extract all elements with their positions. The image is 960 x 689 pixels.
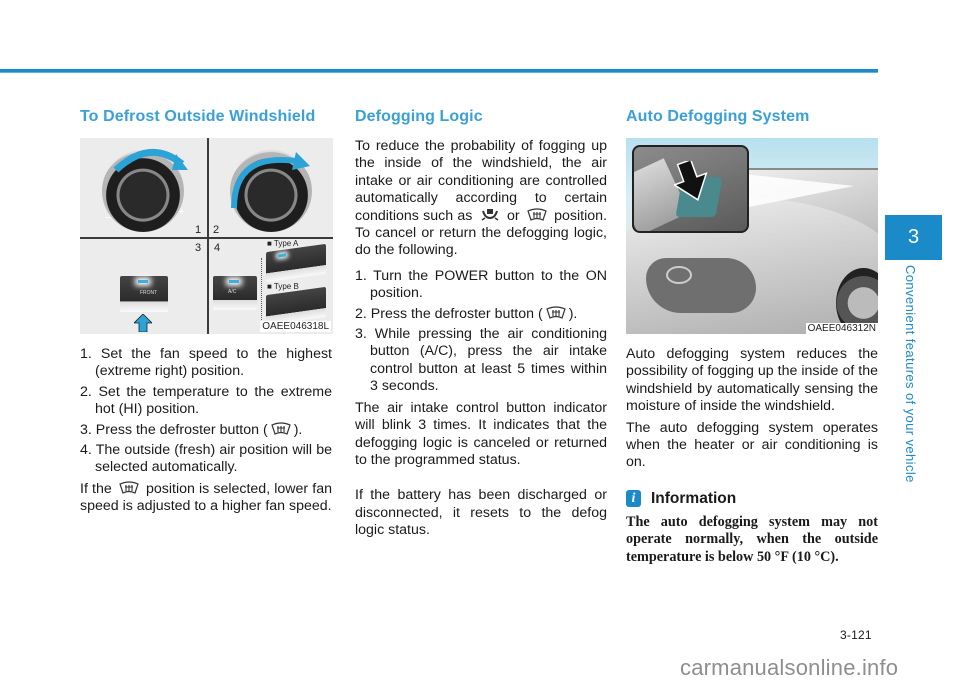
section-defrost-outside: [80, 108, 332, 516]
list-item: 1. Turn the POWER button to the ON position.: [355, 267, 607, 302]
front-defrost-icon: [545, 306, 567, 320]
section-heading: Defogging Logic: [355, 108, 483, 125]
list-item: 3. While pressing the air conditioning button (A/C), press the air intake control button at least 5 times within 3 seconds.: [355, 326, 607, 395]
defrost-steps: [80, 346, 332, 477]
info-icon: i: [626, 490, 641, 507]
section-auto-defogging: [626, 108, 878, 567]
section-heading: Auto Defogging System: [626, 108, 810, 125]
page-number: 3-121: [840, 628, 872, 642]
dotted-divider: [261, 258, 262, 326]
paragraph: Auto defogging system reduces the possibility of fogging up the inside of the windshield by automatically sensing the moisture of inside the windshield.: [626, 346, 878, 415]
front-defrost-icon: [118, 481, 140, 495]
step-text: 2. Press the defroster button (: [355, 305, 543, 322]
intro-text: position. To cancel or return the defogging logic, do the following.: [355, 207, 607, 259]
chapter-number: 3: [907, 226, 920, 248]
down-arrow-icon: [674, 161, 708, 201]
information-title: Information: [651, 489, 737, 507]
chapter-title: Convenient features of your vehicle: [903, 265, 918, 483]
intro-paragraph: [355, 138, 607, 260]
watermark: carmanualsonline.info: [680, 655, 899, 680]
air-intake-button-type-b-icon: [266, 287, 326, 325]
step-text-suffix: ).: [568, 305, 578, 322]
callout-pointer: [744, 174, 854, 208]
air-intake-button-type-a-icon: [266, 244, 326, 282]
note-prefix: If the: [80, 480, 112, 497]
sensor-detail-inset: [632, 145, 749, 233]
step-text-suffix: ).: [293, 421, 303, 438]
floor-defrost-mode-icon: [479, 208, 501, 222]
indicator-light-icon: [138, 280, 148, 283]
step-number: 2: [213, 224, 220, 236]
front-defrost-icon: [270, 422, 292, 436]
list-item: [80, 422, 332, 439]
figure-code: OAEE046318L: [262, 321, 329, 332]
clockwise-arrow-icon: [228, 144, 316, 214]
step-number: 4: [214, 242, 221, 254]
car-grille: [646, 258, 756, 313]
note-paragraph: [80, 481, 332, 516]
figure-divider-vertical: [207, 138, 209, 334]
list-item: [355, 306, 607, 323]
front-label: FRONT: [140, 290, 158, 296]
header-rule: [0, 69, 878, 73]
indicator-light-icon: [278, 253, 286, 257]
minus-label: −: [105, 212, 112, 224]
step-number: 1: [195, 224, 202, 236]
paragraph: If the battery has been discharged or disconnected, it resets to the defog logic status.: [355, 487, 607, 539]
list-item: 2. Set the temperature to the extreme hot (HI) position.: [80, 383, 332, 418]
type-b-label: ■ Type B: [267, 282, 299, 291]
front-defrost-icon: [526, 208, 548, 222]
figure-code: OAEE046312N: [807, 323, 876, 334]
defogging-steps: [355, 268, 607, 396]
clockwise-arrow-icon: [110, 144, 190, 174]
type-a-label: ■ Type A: [267, 239, 299, 248]
list-item: 4. The outside (fresh) air position will be selected automatically.: [80, 442, 332, 476]
section-heading: To Defrost Outside Windshield: [80, 108, 316, 125]
list-item: 1. Set the fan speed to the highest (extreme right) position.: [80, 346, 332, 380]
defrost-procedure-figure: [80, 138, 333, 334]
information-header: [626, 490, 878, 508]
intro-or: or: [506, 207, 520, 224]
information-text: The auto defogging system may not operate normally, when the outside temperature is below 50 °F (10 °C).: [626, 513, 878, 566]
ac-label: A/C: [228, 289, 237, 295]
plus-label: +: [178, 206, 185, 218]
front-defrost-button-icon: [120, 276, 168, 312]
ac-button-icon: [213, 276, 257, 310]
chapter-tab: [885, 215, 942, 260]
step-number: 3: [195, 242, 202, 254]
paragraph: The air intake control button indicator will blink 3 times. It indicates that the defogging logic is canceled or returned to the programmed status.: [355, 399, 607, 468]
up-arrow-icon: [134, 314, 152, 332]
step-text: 3. Press the defroster button (: [80, 421, 268, 438]
paragraph: The auto defogging system operates when the heater or air conditioning is on.: [626, 419, 878, 471]
car-logo-icon: [666, 266, 692, 284]
intro-text: To reduce the probability of fogging up the inside of the windshield, the air intake or air conditioning are controlled automatically according to certain conditions such as: [355, 138, 607, 224]
note-suffix: position is selected, lower fan speed is adjusted to a higher fan speed.: [80, 480, 332, 515]
auto-defog-sensor-figure: [626, 138, 878, 334]
section-defogging-logic: [355, 108, 607, 540]
indicator-light-icon: [229, 280, 239, 283]
